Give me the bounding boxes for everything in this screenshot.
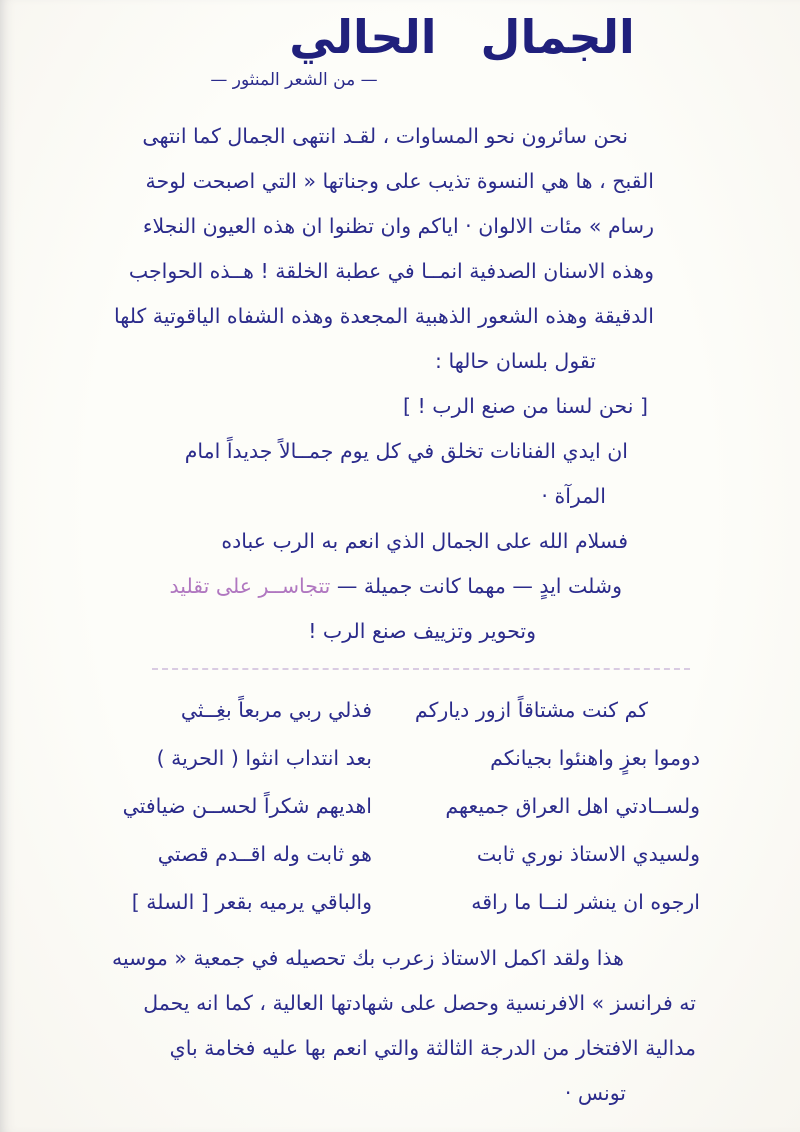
prose-line: وهذه الاسنان الصدفية انمــا في عطبة الخلقة ! هــذه الحواجب xyxy=(128,259,654,284)
verse-section xyxy=(0,686,800,926)
verse-hemistich-left: هو ثابت وله اقــدم قصتي xyxy=(157,842,372,867)
verse-hemistich-left: والباقي يرميه بقعر [ السلة ] xyxy=(131,890,372,915)
prose-line-text: وشلت ايدٍ — مهما كانت جميلة — xyxy=(330,574,622,599)
prose-line: المرآة · xyxy=(541,484,606,509)
verse-hemistich-left: بعد انتداب انثوا ( الحرية ) xyxy=(156,746,372,771)
verse-hemistich-right: ولسيدي الاستاذ نوري ثابت xyxy=(476,842,700,867)
verse-hemistich-right: ولســادتي اهل العراق جميعهم xyxy=(445,794,700,819)
page-subtitle: — من الشعر المنثور — xyxy=(210,70,378,91)
prose-line: فسلام الله على الجمال الذي انعم به الرب عباده xyxy=(221,529,628,554)
prose-line: تونس · xyxy=(564,1081,626,1106)
prose-line: هذا ولقد اكمل الاستاذ زعرب بك تحصيله في جمعية « موسيه xyxy=(111,946,624,971)
prose-paragraph-1 xyxy=(0,114,800,654)
prose-line: ان ايدي الفنانات تخلق في كل يوم جمــالاً جديداً امام xyxy=(184,439,628,464)
prose-line: القبح ، ها هي النسوة تذيب على وجناتها « التي اصبحت لوحة xyxy=(145,169,654,194)
prose-line: رسام » مئات الالوان · اياكم وان تظنوا ان هذه العيون النجلاء xyxy=(142,214,654,239)
verse-row xyxy=(112,686,700,734)
verse-row xyxy=(112,782,700,830)
page-title: الجمال الحالي xyxy=(289,10,635,64)
verse-row xyxy=(112,878,700,926)
verse-hemistich-left: فذلي ربي مربعاً بغِــثي xyxy=(180,698,372,723)
prose-line: الدقيقة وهذه الشعور الذهبية المجعدة وهذه الشفاه الياقوتية كلها xyxy=(114,304,654,329)
verse-row xyxy=(112,734,700,782)
prose-line-faded-text: تتجاســر على تقليد xyxy=(169,574,331,599)
prose-line: نحن سائرون نحو المساوات ، لقـد انتهى الجمال كما انتهى xyxy=(142,124,628,149)
verse-hemistich-right: ارجوه ان ينشر لنــا ما راقه xyxy=(471,890,700,915)
verse-hemistich-left: اهديهم شكراً لحســن ضيافتي xyxy=(122,794,372,819)
prose-paragraph-2 xyxy=(0,936,800,1116)
prose-line: مدالية الافتخار من الدرجة الثالثة والتي انعم بها عليه فخامة باي xyxy=(169,1036,696,1061)
prose-line xyxy=(100,564,622,609)
bracketed-quote-line: [ نحن لسنا من صنع الرب ! ] xyxy=(403,394,648,419)
prose-line: ته فرانسز » الافرنسية وحصل على شهادتها العالية ، كما انه يحمل xyxy=(143,991,696,1016)
verse-hemistich-right: دوموا بعزٍ واهنئوا بجيانكم xyxy=(490,746,700,771)
prose-line: تقول بلسان حالها : xyxy=(435,349,596,374)
section-divider xyxy=(152,668,690,670)
verse-hemistich-right: كم كنت مشتاقاً ازور دياركم xyxy=(414,698,648,723)
prose-line: وتحوير وتزييف صنع الرب ! xyxy=(308,619,536,644)
verse-row xyxy=(112,830,700,878)
